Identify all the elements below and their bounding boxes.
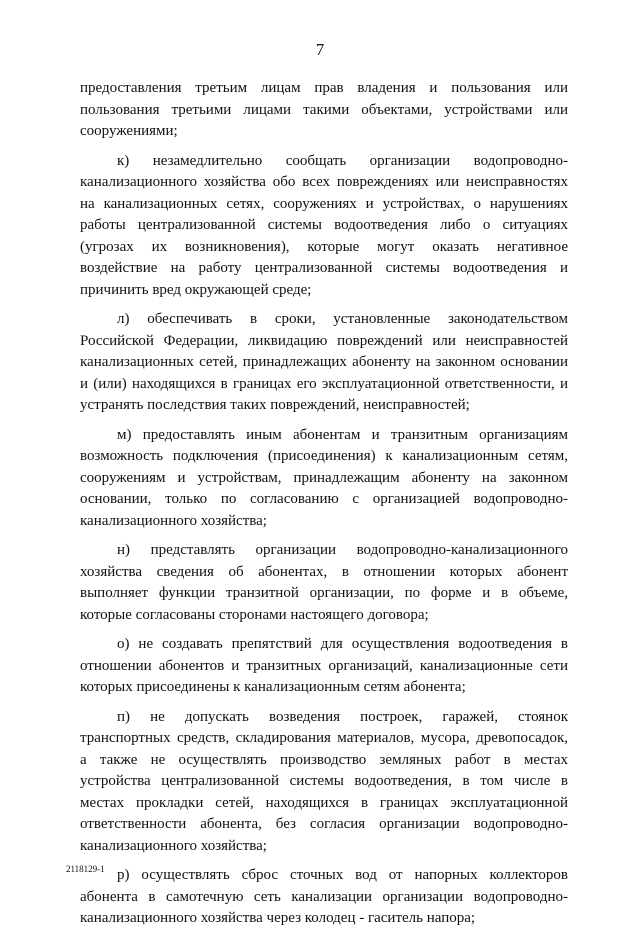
text-line: и (или) находящихся в границах его эксплуатационной ответственности, и	[80, 375, 568, 392]
text-line: на канализационных сетях, сооружениях и устройствах, о нарушениях	[80, 195, 568, 212]
paragraph	[80, 425, 568, 533]
text-line: устройства централизованной системы водоотведения, в том числе в	[80, 773, 568, 789]
text-line: абонента в самотечную сеть канализации организации водопроводно-	[80, 888, 568, 905]
paragraph	[80, 540, 568, 626]
text-line: канализационного хозяйства;	[80, 512, 267, 529]
text-line: предоставления третьим лицам прав владения и пользования или	[80, 80, 568, 96]
paragraph	[80, 151, 568, 302]
text-line: ответственности абонента, без согласия организации водопроводно-	[80, 816, 568, 832]
text-line: основании, только по согласованию с организацией водопроводно-	[80, 491, 568, 507]
text-line: к) незамедлительно сообщать организации водопроводно-	[117, 152, 568, 169]
document-code: 2118129-1	[66, 864, 105, 874]
paragraph	[80, 78, 568, 143]
paragraph	[80, 634, 568, 699]
document-body	[80, 78, 568, 938]
text-line: работы централизованной системы водоотведения либо о ситуациях	[80, 217, 568, 233]
text-line: хозяйства сведения об абонентах, в отношении которых абонент	[80, 563, 568, 580]
paragraph	[80, 707, 568, 858]
text-line: сооружениям и устройствам, принадлежащим абоненту на законном	[80, 469, 568, 486]
paragraph	[80, 865, 568, 930]
paragraph	[80, 309, 568, 417]
text-line: транспортных средств, складирования материалов, мусора, древопосадок,	[80, 730, 568, 746]
text-line: канализационных сетей, принадлежащих абоненту на законном основании	[80, 354, 568, 370]
page-number: 7	[315, 40, 325, 59]
text-line: канализационного хозяйства обо всех повреждениях или неисправностях	[80, 174, 568, 190]
text-line: которые согласованы сторонами настоящего договора;	[80, 606, 429, 623]
text-line: канализационного хозяйства через колодец - гаситель напора;	[80, 910, 476, 926]
text-line: м) предоставлять иным абонентам и транзитным организациям	[117, 426, 568, 443]
text-line: о) не создавать препятствий для осуществления водоотведения в	[117, 636, 568, 652]
text-line: Российской Федерации, ликвидацию повреждений или неисправностей	[80, 332, 568, 349]
text-line: канализационного хозяйства;	[80, 837, 267, 854]
text-line: пользования третьими лицами такими объектами, устройствами или	[80, 101, 568, 118]
text-line: местах прокладки сетей, находящихся в границах эксплуатационной	[80, 794, 568, 811]
text-line: возможность подключения (присоединения) к канализационным сетям,	[80, 448, 568, 464]
text-line: которых присоединены к канализационным сетям абонента;	[80, 679, 466, 695]
text-line: отношении абонентов и транзитных организаций, канализационные сети	[80, 657, 568, 674]
text-line: а также не осуществлять производство земляных работ в местах	[80, 751, 568, 768]
text-line: устранять последствия таких повреждений, неисправностей;	[80, 397, 470, 413]
text-line: сооружениями;	[80, 123, 178, 139]
text-line: (угрозах их возникновения), которые могут оказать негативное	[80, 238, 568, 255]
text-line: п) не допускать возведения построек, гаражей, стоянок	[117, 708, 568, 725]
text-line: л) обеспечивать в сроки, установленные законодательством	[117, 311, 568, 327]
text-line: р) осуществлять сброс сточных вод от напорных коллекторов	[117, 867, 568, 883]
text-line: воздействие на работу централизованной системы водоотведения и	[80, 260, 568, 276]
text-line: выполняет функции транзитной организации, по форме и в объеме,	[80, 585, 568, 601]
text-line: причинить вред окружающей среде;	[80, 281, 312, 298]
text-line: н) представлять организации водопроводно-канализационного	[117, 542, 568, 558]
